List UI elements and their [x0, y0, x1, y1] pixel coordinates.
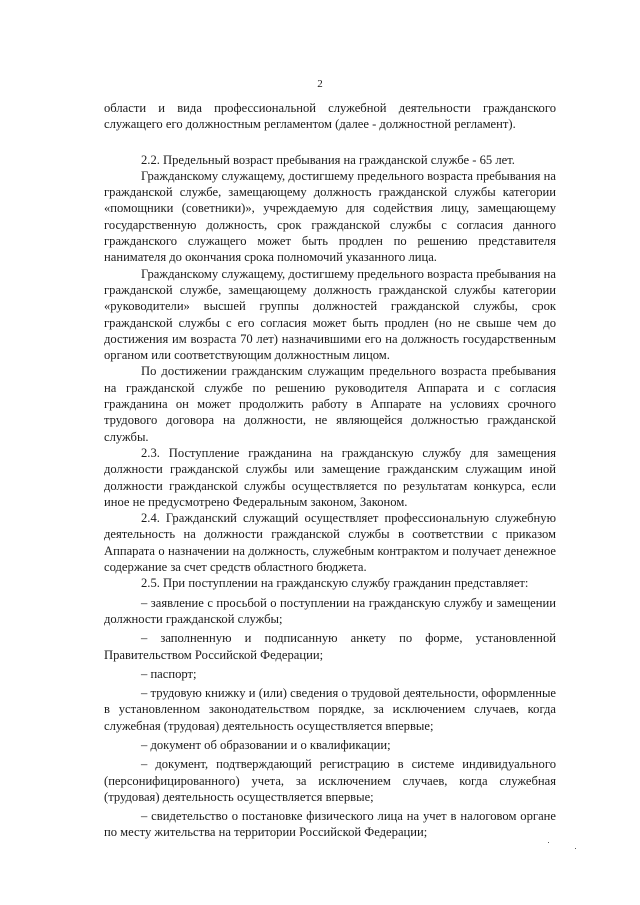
paragraph-2-5: 2.5. При поступлении на гражданскую службу гражданин представляет: [141, 576, 529, 591]
list-item-passport: – паспорт; [141, 666, 197, 681]
list-item-questionnaire: – заполненную и подписанную анкету по форме, установленной Правительством Российской Федерации; [104, 631, 556, 662]
scan-speck [548, 842, 549, 843]
paragraph-2-3: 2.3. Поступление гражданина на гражданскую службу для замещения должности гражданской службы или замещение гражданским служащим иной должности гражданской службы осуществляется по результатам конкурса, если иное не предусмотрено Федеральным законом, Законом. [104, 445, 556, 509]
paragraph-fixed-term-contract: По достижении гражданским служащим предельного возраста пребывания на гражданской службе по решению руководителя Аппарата и с согласия гражданина он может продолжить работу в Аппарате на условиях срочного трудового договора на должности, не являющейся должностью гражданской службы. [104, 364, 556, 444]
list-item-application: – заявление с просьбой о поступлении на гражданскую службу и замещении должности гражданской службы; [104, 595, 556, 626]
list-item-work-book: – трудовую книжку и (или) сведения о трудовой деятельности, оформленные в установленном законодательством порядке, за исключением случаев, когда служебная (трудовая) деятельность осуществляется впервые; [104, 686, 556, 733]
paragraph-2-2: 2.2. Предельный возраст пребывания на гражданской службе - 65 лет. [141, 152, 515, 167]
list-item-insurance-registration: – документ, подтверждающий регистрацию в системе индивидуального (персонифицированного) учета, за исключением случаев, когда служебная (трудовая) деятельность осуществляется впервые; [104, 757, 556, 804]
list-item-tax-certificate: – свидетельство о постановке физического лица на учет в налоговом органе по месту жительства на территории Российской Федерации; [104, 809, 556, 840]
page-number: 2 [317, 78, 323, 90]
document-body [104, 100, 556, 841]
paragraph-assistants-extension: Гражданскому служащему, достигшему предельного возраста пребывания на гражданской службе, замещающему должность гражданской службы категории «помощники (советники)», учреждаемую для содействия лицу, замещающему государственную должность, срок гражданской службы с согласия данного гражданского служащего может быть продлен по решению представителя нанимателя до окончания срока полномочий указанного лица. [104, 168, 556, 265]
scan-speck [575, 848, 576, 849]
list-item-education-document: – документ об образовании и о квалификации; [141, 737, 391, 752]
paragraph-2-4: 2.4. Гражданский служащий осуществляет профессиональную служебную деятельность на должности гражданской службы в соответствии с приказом Аппарата о назначении на должность, служебным контрактом и получает денежное содержание за счет средств областного бюджета. [104, 511, 556, 575]
paragraph-heads-extension: Гражданскому служащему, достигшему предельного возраста пребывания на гражданской службе, замещающему должность гражданской службы категории «руководители» высшей группы должностей гражданской службы, срок гражданской службы с его согласия может быть продлен (но не свыше чем до достижения им возраста 70 лет) назначившими его на должность государственным органом или соответствующим должностным лицом. [104, 266, 556, 363]
paragraph-continuation: области и вида профессиональной служебной деятельности гражданского служащего его должностным регламентом (далее - должностной регламент). [104, 101, 556, 132]
